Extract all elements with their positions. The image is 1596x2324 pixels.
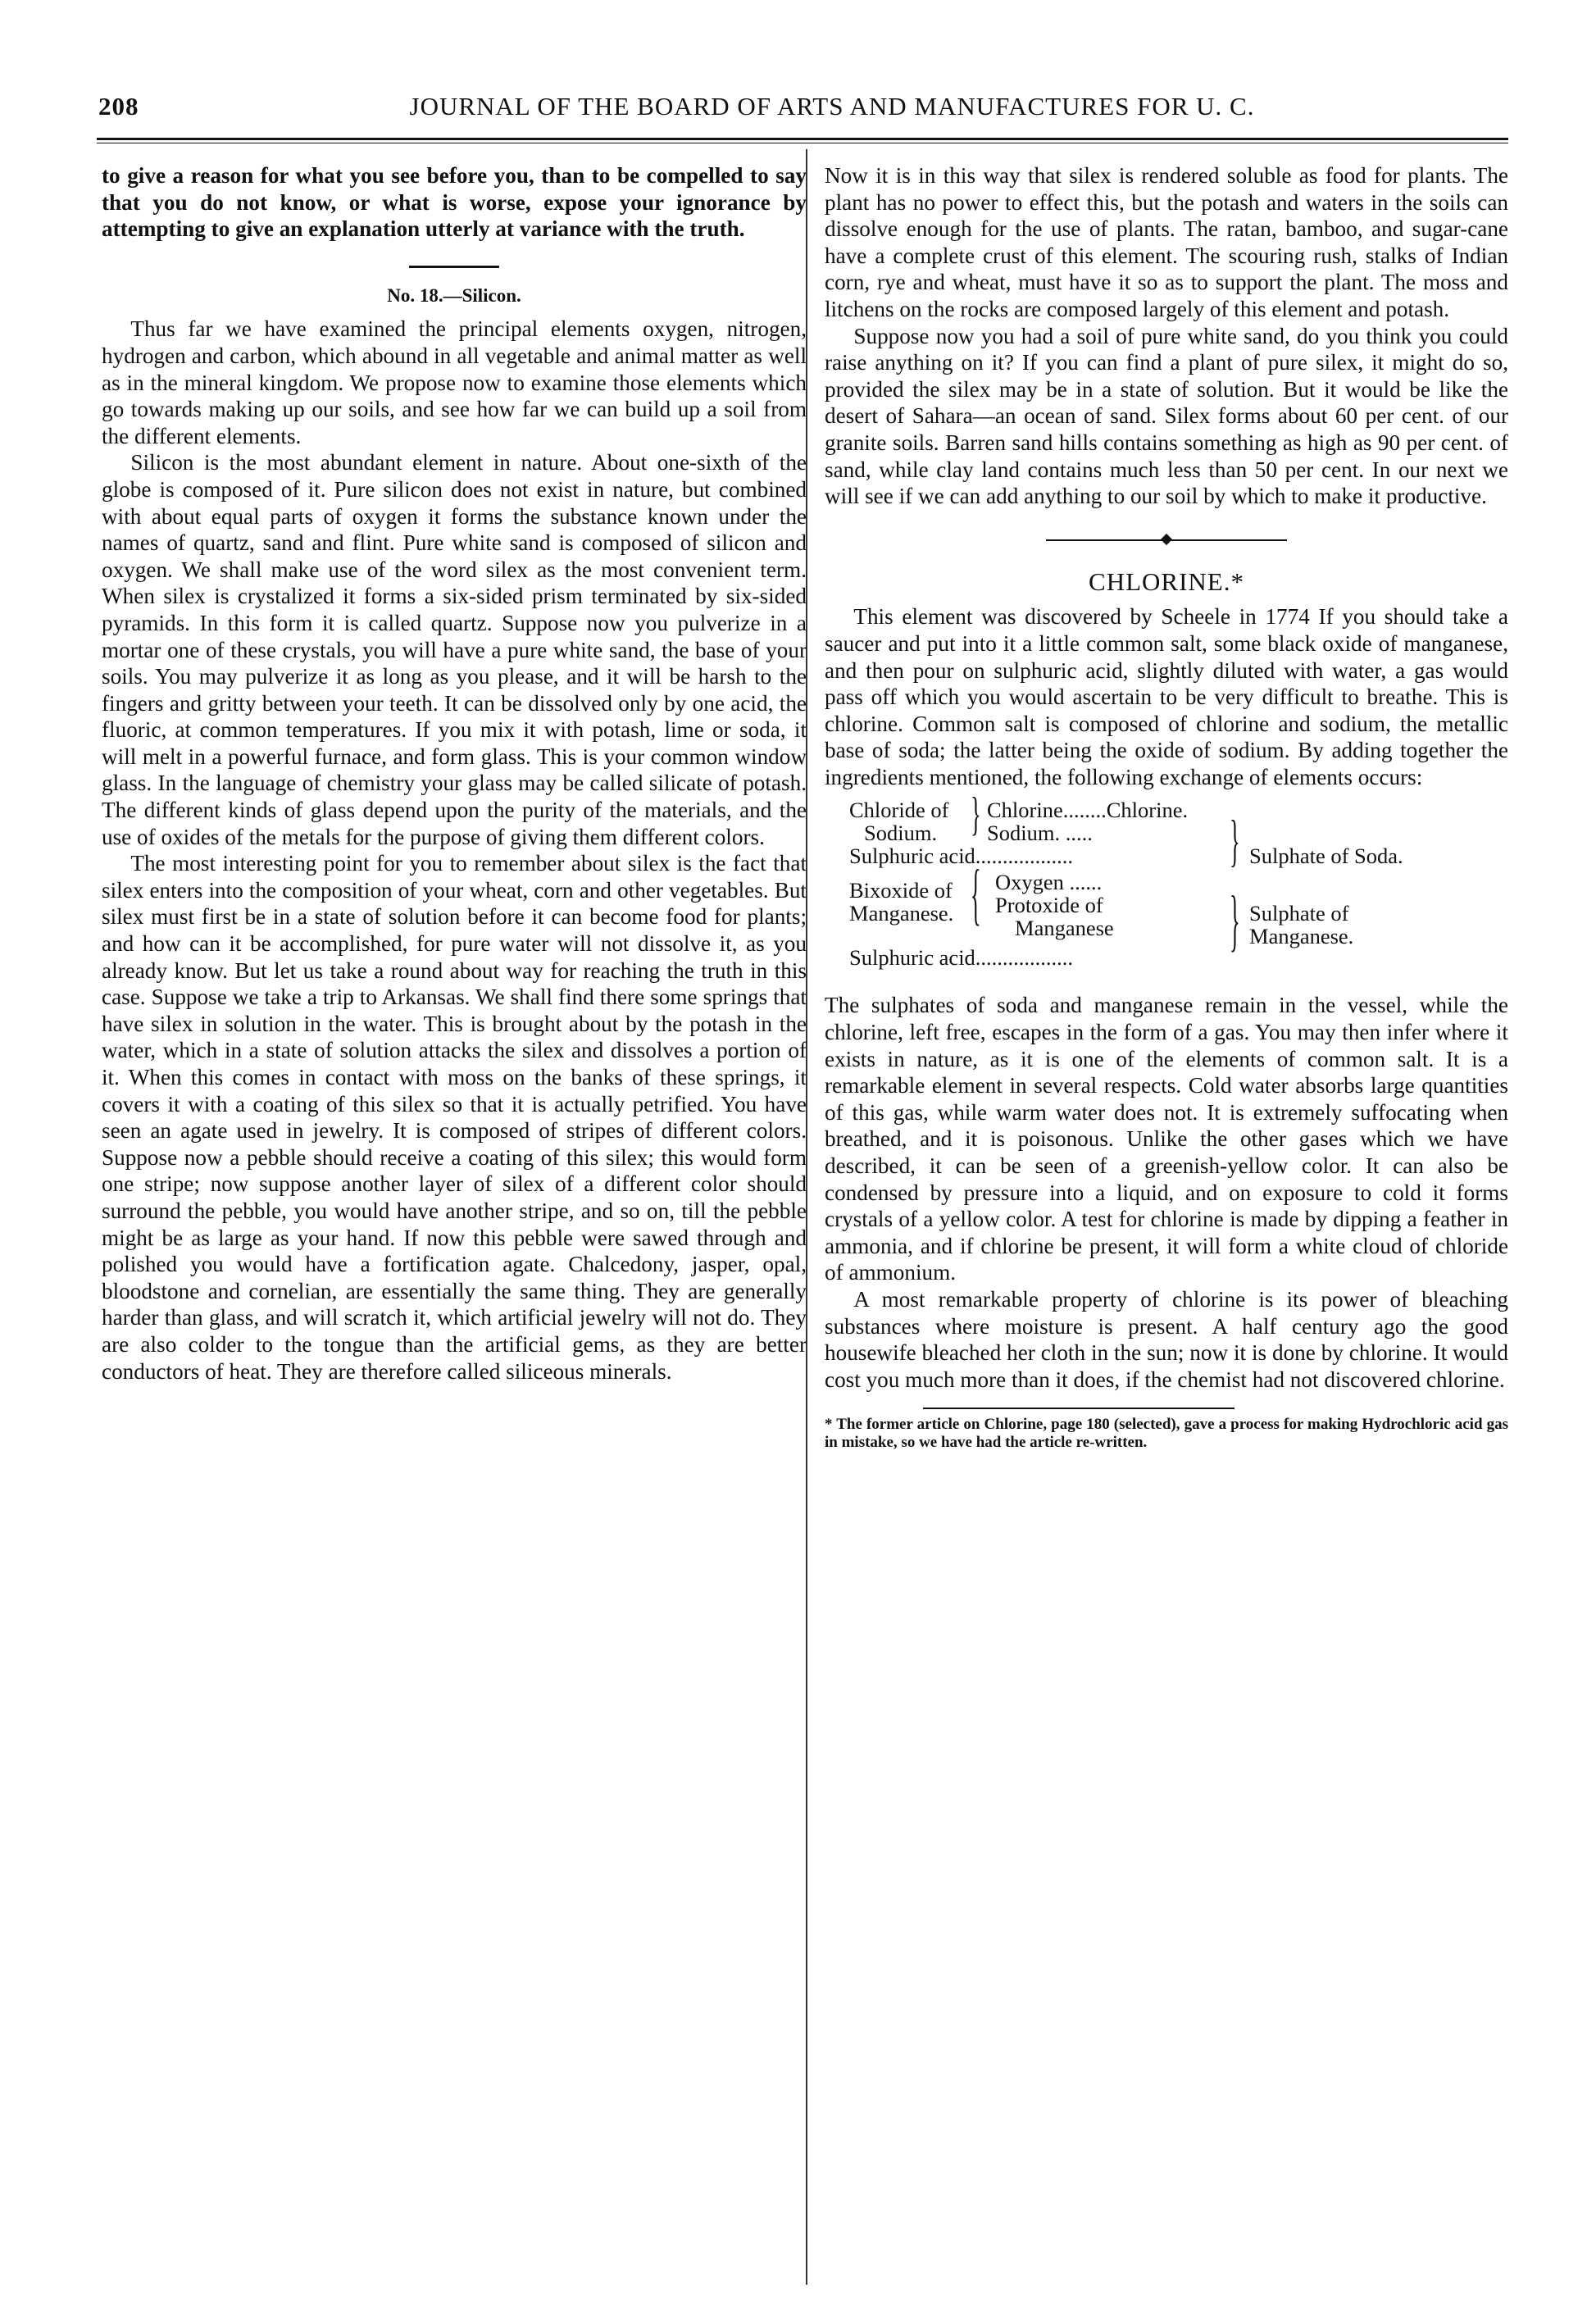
body-paragraph: Suppose now you had a soil of pure white sand, do you think you could raise anything on it? If you can find a plant of pure silex, it might do so, provided the silex may be in a state of solution. But it would be like the desert of Sahara—an ocean of sand. Silex forms about 60 per cent. of our granite soils. Barren sand hills contains something as high as 90 per cent. of sand, while clay land contains much less than 50 per cent. In our next we will see if we can add anything to our soil by which to make it productive. [825, 323, 1508, 509]
footnote: * The former article on Chlorine, page 180 (selected), gave a process for making Hydrochloric acid gas in mistake, so we have had the article re-written. [825, 1416, 1508, 1452]
exchange-sulphuric-acid-2: Sulphuric acid.................. [849, 945, 1074, 971]
exchange-sodium-label: Sodium. [864, 821, 938, 846]
body-paragraph: Silicon is the most abundant element in nature. About one-sixth of the globe is composed of it. Pure silicon does not exist in nature, but combined with about equal parts of oxygen it forms the substance known under the names of quartz, sand and flint. Pure white sand is composed of silicon and oxygen. We shall make use of the word silex as the most convenient term. When silex is crystalized it forms a six-sided prism terminated by six-sided pyramids. In this form it is called quartz. Suppose now you pulverize in a mortar one of these crystals, you will have a pure white sand, the base of your soils. You may pulverize it as long as you please, and it will be harsh to the fingers and gritty between your teeth. It can be dissolved only by one acid, the fluoric, at common temperatures. If you mix it with potash, lime or soda, it will melt in a powerful furnace, and form glass. This is your common window glass. In the language of chemistry your glass may be called silicate of potash. The different kinds of glass depend upon the purity of the materials, and the use of oxides of the metals for the purpose of giving them different colors. [102, 450, 807, 849]
brace-icon: } [971, 788, 981, 841]
body-paragraph: A most remarkable property of chlorine is its power of bleaching substances where moisture is present. A half century ago the good housewife bleached her cloth in the sun; now it is done by chlorine. It would cost you much more than it does, if the chemist had not discovered chlorine. [825, 1287, 1508, 1392]
left-column [102, 162, 807, 2277]
section-heading-chlorine: CHLORINE.* [1089, 566, 1244, 596]
page-header [98, 92, 1508, 133]
ornamental-divider [825, 534, 1508, 546]
exchange-manganese-result: Manganese. [1249, 924, 1354, 949]
chemical-exchange-table [825, 788, 1508, 987]
right-column [825, 162, 1508, 2277]
exchange-bixoxide-of: Bixoxide of [849, 878, 953, 903]
body-paragraph: Now it is in this way that silex is rendered soluble as food for plants. The plant has no power to effect this, but the potash and waters in the soils can dissolve enough for the use of plants. The ratan, bamboo, and sugar-cane have a complete crust of this element. The scouring rush, stalks of Indian corn, rye and wheat, must have it so as to support the plant. The moss and litchens on the rocks are composed largely of this element and potash. [825, 163, 1508, 321]
body-paragraph: Thus far we have examined the principal elements oxygen, nitrogen, hydrogen and carbon, which abound in all vegetable and animal matter as well as in the mineral kingdom. We propose now to examine those elements which go towards making up our soils, and see how far we can build up a soil from the different elements. [102, 316, 807, 448]
exchange-protoxide-of: Protoxide of [995, 893, 1103, 918]
footnote-rule [923, 1408, 1235, 1409]
exchange-sulphuric-acid-1: Sulphuric acid.................. [849, 844, 1074, 869]
body-paragraph: The sulphates of soda and manganese remain in the vessel, while the chlorine, left free, escapes in the form of a gas. You may then infer where it exists in nature, as it is one of the elements of common salt. It is a remarkable element in several respects. Cold water absorbs large quantities of this gas, while warm water does not. It is extremely suffocating when breathed, and it is poisonous. Unlike the other gases which we have described, it can be seen of a greenish-yellow color. It can also be condensed by pressure into a liquid, and on exposure to cold it forms crystals of a yellow color. A test for chlorine is made by dipping a feather in ammonia, and if chlorine be present, it will form a white cloud of chloride of ammonium. [825, 993, 1508, 1285]
exchange-manganese-line: Manganese [1015, 916, 1114, 941]
exchange-sodium-line: Sodium. ..... [987, 821, 1093, 846]
page-number: 208 [98, 92, 139, 121]
body-paragraph: This element was discovered by Scheele in 1774 If you should take a saucer and put into it a little common salt, some black oxide of manganese, and then pour on sulphuric acid, slightly diluted with water, a gas would pass off which you would ascertain to be very difficult to breathe. This is chlorine. Common salt is composed of chlorine and sodium, the metallic base of soda; the latter being the oxide of sodium. By adding together the ingredients mentioned, the following exchange of elements occurs: [825, 604, 1508, 789]
exchange-manganese-label: Manganese. [849, 901, 954, 926]
body-paragraph: The most interesting point for you to remember about silex is the fact that silex enters into the composition of your wheat, corn and other vegetables. But silex must first be in a state of solution before it can become food for plants; and how can it be accomplished, for pure water will not dissolve it, as you already know. But let us take a round about way for reaching the truth in this case. Suppose we take a trip to Arkansas. We shall find there some springs that have silex in solution in the water. This is brought about by the potash in the water, which in a state of solution attacks the silex and dissolves a portion of it. When this comes in contact with moss on the banks of these springs, it covers it with a coating of this silex so that it is actually petrified. You have seen an agate used in jewelry. It is composed of stripes of different colors. Suppose now a pebble should receive a coating of this silex; this would form one stripe; now suppose another layer of silex of a different color should surround the pebble, you would have another stripe, and so on, till the pebble might be as large as your hand. If now this pebble were sawed through and polished you would have a fortification agate. Chalcedony, jasper, opal, bloodstone and cornelian, are essentially the same thing. They are generally harder than glass, and will scratch it, which artificial jewelry will not do. They are also colder to the tongue than the artificial gems, as they are better conductors of heat. They are therefore called siliceous minerals. [102, 851, 807, 1384]
diamond-ornament-icon [1161, 534, 1172, 545]
section-separator [409, 266, 499, 268]
intro-paragraph: to give a reason for what you see before you, than to be compelled to say that you do not know, or what is worse, expose your ignorance by attempting to give an explanation utterly at variance with the truth. [102, 163, 807, 242]
exchange-chlorine-line: Chlorine........Chlorine. [987, 798, 1189, 823]
exchange-sulphate-of: Sulphate of [1249, 901, 1349, 926]
brace-icon: { [971, 856, 981, 934]
exchange-oxygen-line: Oxygen ...... [995, 870, 1103, 895]
header-rule-thick [97, 138, 1508, 140]
exchange-sulphate-of-soda: Sulphate of Soda. [1249, 844, 1403, 869]
exchange-chloride-of: Chloride of [849, 798, 949, 823]
section-heading-silicon: No. 18.—Silicon. [387, 284, 521, 306]
running-title: JOURNAL OF THE BOARD OF ARTS AND MANUFACTURES FOR U. C. [409, 92, 1255, 121]
brace-icon: } [1230, 882, 1240, 960]
brace-icon: } [1230, 808, 1240, 873]
